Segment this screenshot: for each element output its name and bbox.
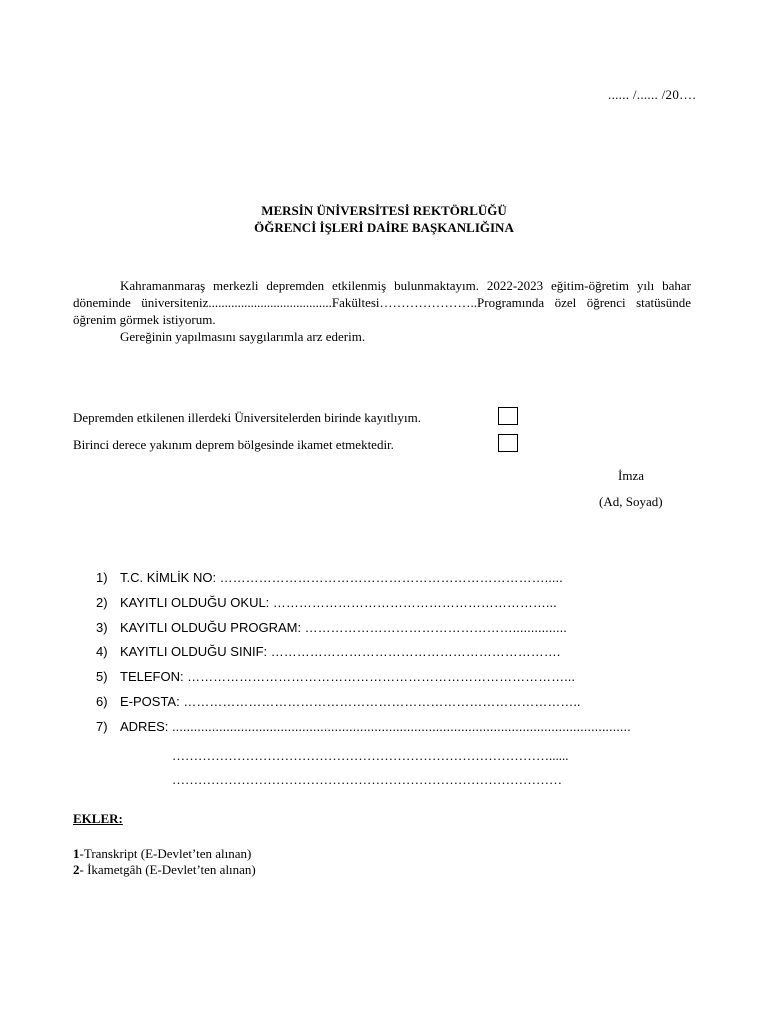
checkbox-registered[interactable]: [498, 407, 518, 425]
heading-line-2: ÖĞRENCİ İŞLERİ DAİRE BAŞKANLIĞINA: [254, 220, 514, 235]
attachment-item-2: 2- İkametgâh (E-Devlet’ten alınan): [73, 862, 256, 877]
petition-body: [73, 277, 691, 345]
attachments-list: [73, 846, 256, 878]
signature-name-label: (Ad, Soyad): [599, 494, 663, 509]
address-continuation-1[interactable]: ……………………………………………………………………………......: [172, 748, 569, 763]
check-label-2: Birinci derece yakınım deprem bölgesinde ikamet etmektedir.: [73, 437, 394, 452]
address-continuation-2[interactable]: ………………………………………………………………………………: [172, 772, 562, 787]
check-row-1: [73, 410, 421, 426]
document-heading: [0, 202, 768, 236]
info-field-tc[interactable]: 1) T.C. KİMLİK NO: ………………………………………………………………….....: [96, 570, 563, 585]
info-field-list: [96, 568, 631, 742]
info-field-class[interactable]: 4) KAYITLI OLDUĞU SINIF: ………………………………………………………….: [96, 644, 561, 660]
check-row-2: [73, 437, 394, 453]
checkbox-relative[interactable]: [498, 434, 518, 452]
info-field-phone[interactable]: 5) TELEFON: ……………………………………………………………………………...: [96, 669, 576, 685]
attachment-item-1: 1-Transkript (E-Devlet’ten alınan): [73, 846, 252, 861]
info-field-program[interactable]: 3) KAYITLI OLDUĞU PROGRAM: …………………………………………...............: [96, 619, 567, 635]
check-label-1: Depremden etkilenen illerdeki Üniversitelerden birinde kayıtlıyım.: [73, 410, 421, 425]
closing-paragraph: Gereğinin yapılmasını saygılarımla arz ederim.: [120, 329, 366, 344]
heading-line-1: MERSİN ÜNİVERSİTESİ REKTÖRLÜĞÜ: [261, 203, 507, 218]
info-field-address[interactable]: 7) ADRES: ...............................................................................................................................: [96, 718, 631, 734]
info-field-school[interactable]: 2) KAYITLI OLDUĞU OKUL: ………………………………………………………...: [96, 594, 557, 610]
date-line: ...... /...... /20….: [608, 87, 696, 102]
signature-label: İmza: [618, 468, 644, 483]
attachments-title: EKLER:: [73, 811, 123, 826]
request-paragraph: Kahramanmaraş merkezli depremden etkilenmiş bulunmaktayım. 2022-2023 eğitim-öğretim yılı bahar döneminde üniversiteniz......................................Fakültesi…………………..Programında özel öğrenci statüsünde öğrenim görmek istiyorum.: [73, 278, 691, 327]
info-field-email[interactable]: 6) E-POSTA: ………………………………………………………………………………..: [96, 693, 581, 709]
